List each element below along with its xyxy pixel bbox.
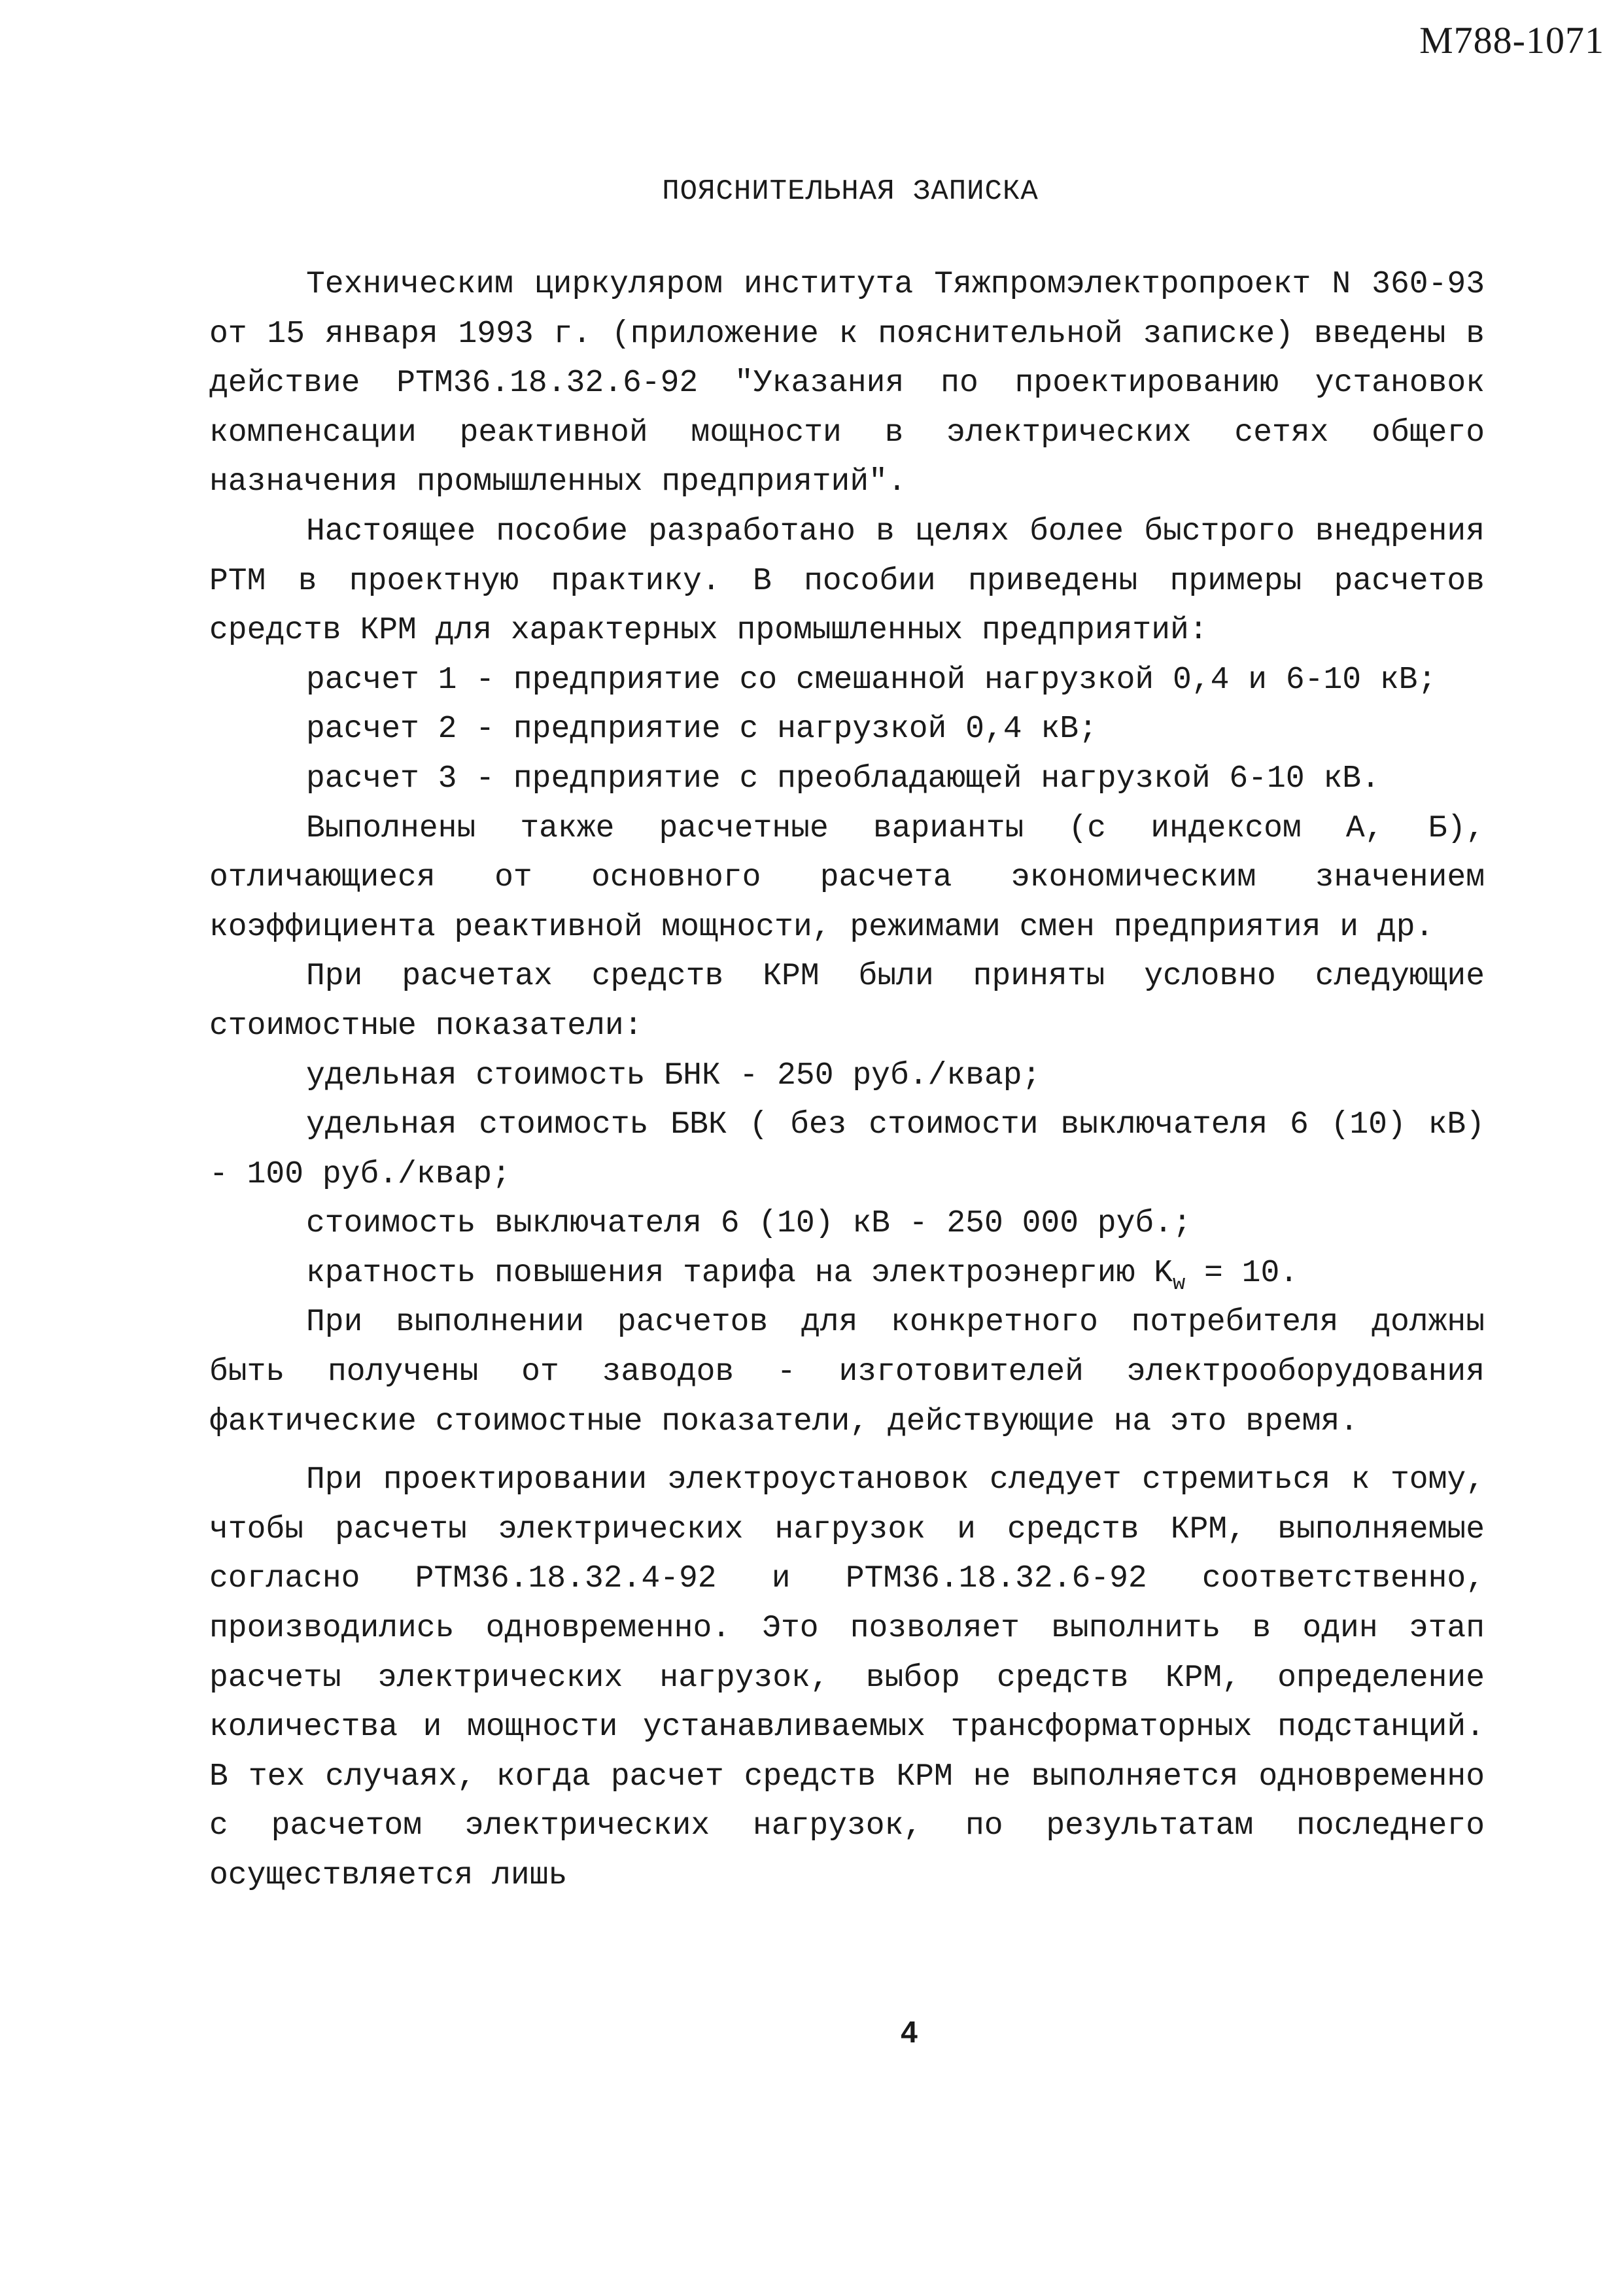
list-item-calc-2: расчет 2 - предприятие с нагрузкой 0,4 кВ; — [306, 712, 1097, 748]
list-item-cost-switch: стоимость выключателя 6 (10) кВ - 250 000 руб.; — [306, 1206, 1192, 1242]
paragraph-actual-costs: При выполнении расчетов для конкретного потребителя должны быть получены от заводов - изготовителей электрооборудования фактические стоимостные показатели, действующие на это время. — [209, 1305, 1485, 1439]
document-body — [209, 260, 1485, 1901]
tariff-subscript: w — [1173, 1271, 1186, 1296]
tariff-value: = 10. — [1185, 1255, 1299, 1291]
list-item-calc-3: расчет 3 - предприятие с преобладающей нагрузкой 6-10 кВ. — [306, 761, 1380, 797]
paragraph-variants: Выполнены также расчетные варианты (с индексом А, Б), отличающиеся от основного расчета экономическим значением коэффициента реактивной мощности, режимами смен предприятия и др. — [209, 810, 1485, 945]
paragraph-intro: Техническим циркуляром института Тяжпромэлектропроект N 360-93 от 15 января 1993 г. (приложение к пояснительной записке) введены в действие РТМ36.18.32.6-92 "Указания по проектированию установок компенсации реактивной мощности в электрических сетях общего назначения промышленных предприятий". — [209, 267, 1485, 500]
document-title: ПОЯСНИТЕЛЬНАЯ ЗАПИСКА — [662, 175, 1039, 208]
list-item-tariff — [209, 1249, 1485, 1299]
paragraph-design: При проектировании электроустановок следует стремиться к тому, чтобы расчеты электрических нагрузок и средств КРМ, выполняемые согласно РТМ36.18.32.4-92 и РТМ36.18.32.6-92 соответственно, производились одновременно. Это позволяет выполнить в один этап расчеты электрических нагрузок, выбор средств КРМ, определение количества и мощности устанавливаемых трансформаторных подстанций. В тех случаях, когда расчет средств КРМ не выполняется одновременно с расчетом электрических нагрузок, по результатам последнего осуществляется лишь — [209, 1462, 1485, 1893]
tariff-text: кратность повышения тарифа на электроэнергию K — [306, 1255, 1173, 1291]
document-id: М788-1071 — [1419, 19, 1604, 61]
list-item-cost-bvk: удельная стоимость БВК ( без стоимости выключателя 6 (10) кВ) - 100 руб./квар; — [209, 1107, 1485, 1192]
page-number: 4 — [901, 2015, 918, 2049]
paragraph-purpose: Настоящее пособие разработано в целях более быстрого внедрения РТМ в проектную практику. В пособии приведены примеры расчетов средств КРМ для характерных промышленных предприятий: — [209, 513, 1485, 649]
list-item-cost-bnk: удельная стоимость БНК - 250 руб./квар; — [306, 1058, 1041, 1093]
paragraph-cost-intro: При расчетах средств КРМ были приняты условно следующие стоимостные показатели: — [209, 959, 1485, 1044]
list-item-calc-1: расчет 1 - предприятие со смешанной нагрузкой 0,4 и 6-10 кВ; — [306, 662, 1437, 698]
